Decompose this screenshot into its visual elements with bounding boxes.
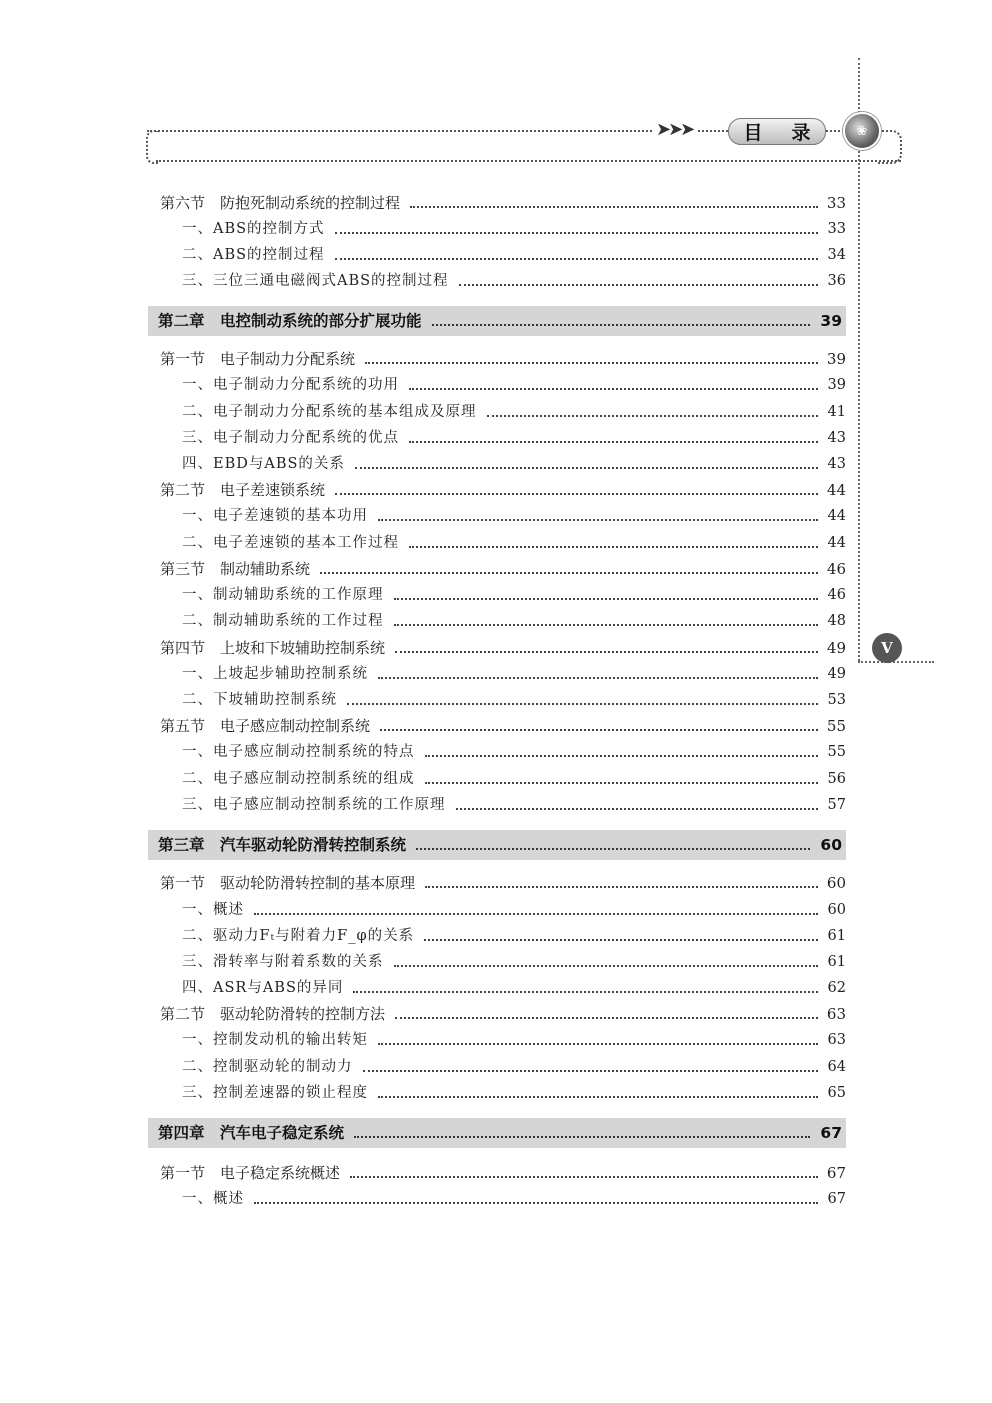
toc-entry-title: 一、概述 — [182, 902, 244, 918]
toc-section-row[interactable] — [160, 192, 846, 214]
toc-entry-title: 第三节 制动辅助系统 — [160, 560, 311, 578]
toc-page-number: 46 — [827, 587, 846, 603]
toc-leader-dots — [416, 848, 810, 850]
toc-entry-title: 第四节 上坡和下坡辅助控制系统 — [160, 639, 386, 657]
emblem-icon: ❀ — [843, 112, 881, 150]
toc-leader-dots — [335, 258, 818, 260]
toc-entry-title: 三、三位三通电磁阀式ABS的控制过程 — [182, 273, 449, 289]
toc-page-number: 64 — [827, 1059, 846, 1075]
toc-item-row[interactable] — [182, 1029, 846, 1051]
toc-item-row[interactable] — [182, 1188, 846, 1210]
toc-entry-title: 一、概述 — [182, 1191, 244, 1207]
toc-item-row[interactable] — [182, 663, 846, 685]
toc-leader-dots — [378, 1096, 818, 1098]
toc-item-row[interactable] — [182, 1082, 846, 1104]
toc-section-row[interactable] — [160, 872, 846, 894]
toc-entry-title: 一、电子感应制动控制系统的特点 — [182, 744, 415, 760]
toc-entry-title: 第二节 驱动轮防滑转的控制方法 — [160, 1005, 386, 1023]
toc-leader-dots — [254, 1202, 818, 1204]
toc-section-row[interactable] — [160, 348, 846, 370]
toc-leader-dots — [395, 651, 818, 653]
toc-item-row[interactable] — [182, 610, 846, 632]
toc-page-number: 67 — [827, 1191, 846, 1207]
toc-leader-dots — [378, 677, 818, 679]
toc-page-number: 60 — [826, 874, 846, 892]
toc-leader-dots — [410, 206, 818, 208]
toc-entry-title: 二、下坡辅助控制系统 — [182, 692, 337, 708]
toc-leader-dots — [378, 1043, 818, 1045]
toc-leader-dots — [355, 467, 818, 469]
toc-page-number: 61 — [827, 928, 846, 944]
toc-leader-dots — [320, 572, 818, 574]
toc-entry-title: 第五节 电子感应制动控制系统 — [160, 717, 371, 735]
title-left-char: 目 — [743, 122, 763, 144]
page-number-badge: V — [872, 633, 902, 663]
toc-page-number: 55 — [826, 717, 846, 735]
toc-leader-dots — [394, 624, 819, 626]
toc-item-row[interactable] — [182, 532, 846, 554]
toc-entry-title: 第三章 汽车驱动轮防滑转控制系统 — [158, 836, 407, 854]
toc-leader-dots — [350, 1176, 818, 1178]
toc-page-number: 57 — [827, 797, 846, 813]
toc-leader-dots — [254, 913, 818, 915]
toc-page-number: 39 — [820, 312, 842, 330]
toc-page-number: 39 — [826, 350, 846, 368]
toc-entry-title: 一、制动辅助系统的工作原理 — [182, 587, 384, 603]
toc-entry-title: 四、EBD与ABS的关系 — [182, 456, 345, 472]
toc-item-row[interactable] — [182, 374, 846, 396]
header-rule-bottom — [156, 160, 901, 162]
toc-section-row[interactable] — [160, 1162, 846, 1184]
toc-item-row[interactable] — [182, 270, 846, 292]
toc-entry-title: 二、电子感应制动控制系统的组成 — [182, 771, 415, 787]
toc-item-row[interactable] — [182, 741, 846, 763]
toc-leader-dots — [456, 808, 819, 810]
toc-page-number: 60 — [827, 902, 846, 918]
toc-item-row[interactable] — [182, 768, 846, 790]
toc-page-number: 36 — [827, 273, 846, 289]
toc-item-row[interactable] — [182, 977, 846, 999]
toc-chapter-row[interactable] — [148, 306, 846, 336]
toc-leader-dots — [424, 939, 818, 941]
toc-page-number: 53 — [827, 692, 846, 708]
toc-entry-title: 一、控制发动机的输出转矩 — [182, 1032, 368, 1048]
toc-leader-dots — [409, 441, 818, 443]
toc-entry-title: 第一节 电子制动力分配系统 — [160, 350, 356, 368]
toc-item-row[interactable] — [182, 244, 846, 266]
toc-leader-dots — [353, 991, 818, 993]
toc-leader-dots — [354, 1136, 810, 1138]
toc-entry-title: 三、控制差速器的锁止程度 — [182, 1085, 368, 1101]
toc-page-number: 56 — [827, 771, 846, 787]
toc-item-row[interactable] — [182, 453, 846, 475]
toc-entry-title: 二、制动辅助系统的工作过程 — [182, 613, 384, 629]
toc-leader-dots — [459, 284, 818, 286]
toc-leader-dots — [395, 1017, 818, 1019]
toc-item-row[interactable] — [182, 218, 846, 240]
toc-entry-title: 一、ABS的控制方式 — [182, 221, 325, 237]
toc-entry-title: 四、ASR与ABS的异同 — [182, 980, 344, 996]
toc-leader-dots — [425, 886, 818, 888]
toc-entry-title: 二、电子差速锁的基本工作过程 — [182, 535, 399, 551]
toc-entry-title: 第二节 电子差速锁系统 — [160, 481, 326, 499]
toc-page-number: 49 — [826, 639, 846, 657]
toc-item-row[interactable] — [182, 505, 846, 527]
toc-page-number: 43 — [827, 430, 846, 446]
toc-item-row[interactable] — [182, 689, 846, 711]
toc-section-row[interactable] — [160, 1003, 846, 1025]
toc-page-number: 63 — [827, 1032, 846, 1048]
toc-section-row[interactable] — [160, 715, 846, 737]
toc-page-number: 43 — [827, 456, 846, 472]
toc-entry-title: 第四章 汽车电子稳定系统 — [158, 1124, 345, 1142]
toc-chapter-row[interactable] — [148, 830, 846, 860]
toc-entry-title: 三、电子感应制动控制系统的工作原理 — [182, 797, 446, 813]
toc-leader-dots — [394, 598, 819, 600]
toc-section-row[interactable] — [160, 558, 846, 580]
toc-entry-title: 三、电子制动力分配系统的优点 — [182, 430, 399, 446]
toc-leader-dots — [335, 493, 818, 495]
toc-page-number: 65 — [827, 1085, 846, 1101]
toc-entry-title: 二、ABS的控制过程 — [182, 247, 325, 263]
toc-entry-title: 第二章 电控制动系统的部分扩展功能 — [158, 312, 422, 330]
toc-item-row[interactable] — [182, 401, 846, 423]
toc-item-row[interactable] — [182, 584, 846, 606]
toc-page-number: 55 — [827, 744, 846, 760]
toc-leader-dots — [394, 965, 819, 967]
toc-page-number: 44 — [826, 481, 846, 499]
toc-leader-dots — [409, 388, 818, 390]
toc-entry-title: 二、驱动力Fₜ与附着力F_φ的关系 — [182, 928, 415, 944]
toc-leader-dots — [409, 546, 818, 548]
toc-entry-title: 第一节 电子稳定系统概述 — [160, 1164, 341, 1182]
toc-page-number: 61 — [827, 954, 846, 970]
toc-leader-dots — [335, 232, 818, 234]
toc-section-row[interactable] — [160, 637, 846, 659]
toc-entry-title: 一、电子差速锁的基本功用 — [182, 508, 368, 524]
toc-entry-title: 第一节 驱动轮防滑转控制的基本原理 — [160, 874, 416, 892]
toc-section-row[interactable] — [160, 479, 846, 501]
header-bracket-left — [146, 130, 158, 164]
toc-page-number: 49 — [827, 666, 846, 682]
title-right-char: 录 — [791, 122, 811, 144]
toc-chapter-row[interactable] — [148, 1118, 846, 1148]
toc-leader-dots — [363, 1070, 819, 1072]
arrows-icon: ➤➤➤ — [652, 119, 696, 140]
toc-page-number: 67 — [826, 1164, 846, 1182]
toc-page-number: 60 — [820, 836, 842, 854]
toc-entry-title: 二、控制驱动轮的制动力 — [182, 1059, 353, 1075]
toc-page-number: 46 — [826, 560, 846, 578]
toc-entry-title: 二、电子制动力分配系统的基本组成及原理 — [182, 404, 477, 420]
toc-page-number: 44 — [827, 508, 846, 524]
toc-leader-dots — [365, 362, 818, 364]
toc-leader-dots — [432, 324, 810, 326]
toc-item-row[interactable] — [182, 899, 846, 921]
toc-page-number: 67 — [820, 1124, 842, 1142]
toc-page-number: 34 — [827, 247, 846, 263]
toc-leader-dots — [347, 703, 818, 705]
toc-item-row[interactable] — [182, 951, 846, 973]
toc-entry-title: 一、电子制动力分配系统的功用 — [182, 377, 399, 393]
toc-page-number: 33 — [826, 194, 846, 212]
toc-entry-title: 一、上坡起步辅助控制系统 — [182, 666, 368, 682]
toc-item-row[interactable] — [182, 427, 846, 449]
header-bracket-right — [878, 130, 902, 164]
toc-page-number: 63 — [826, 1005, 846, 1023]
toc-page-number: 39 — [827, 377, 846, 393]
toc-entry-title: 第六节 防抱死制动系统的控制过程 — [160, 194, 401, 212]
toc-leader-dots — [487, 415, 819, 417]
toc-page-number: 48 — [827, 613, 846, 629]
toc-page-number: 41 — [827, 404, 846, 420]
toc-page-number: 33 — [827, 221, 846, 237]
margin-rule-horizontal — [858, 661, 934, 663]
toc-leader-dots — [380, 729, 818, 731]
section-title-tag — [728, 118, 826, 145]
toc-entry-title: 三、滑转率与附着系数的关系 — [182, 954, 384, 970]
toc-page-number: 62 — [827, 980, 846, 996]
toc-leader-dots — [378, 519, 818, 521]
toc-item-row[interactable] — [182, 1056, 846, 1078]
toc-leader-dots — [425, 782, 819, 784]
toc-page-number: 44 — [827, 535, 846, 551]
toc-item-row[interactable] — [182, 794, 846, 816]
toc-leader-dots — [425, 755, 819, 757]
toc-item-row[interactable] — [182, 925, 846, 947]
